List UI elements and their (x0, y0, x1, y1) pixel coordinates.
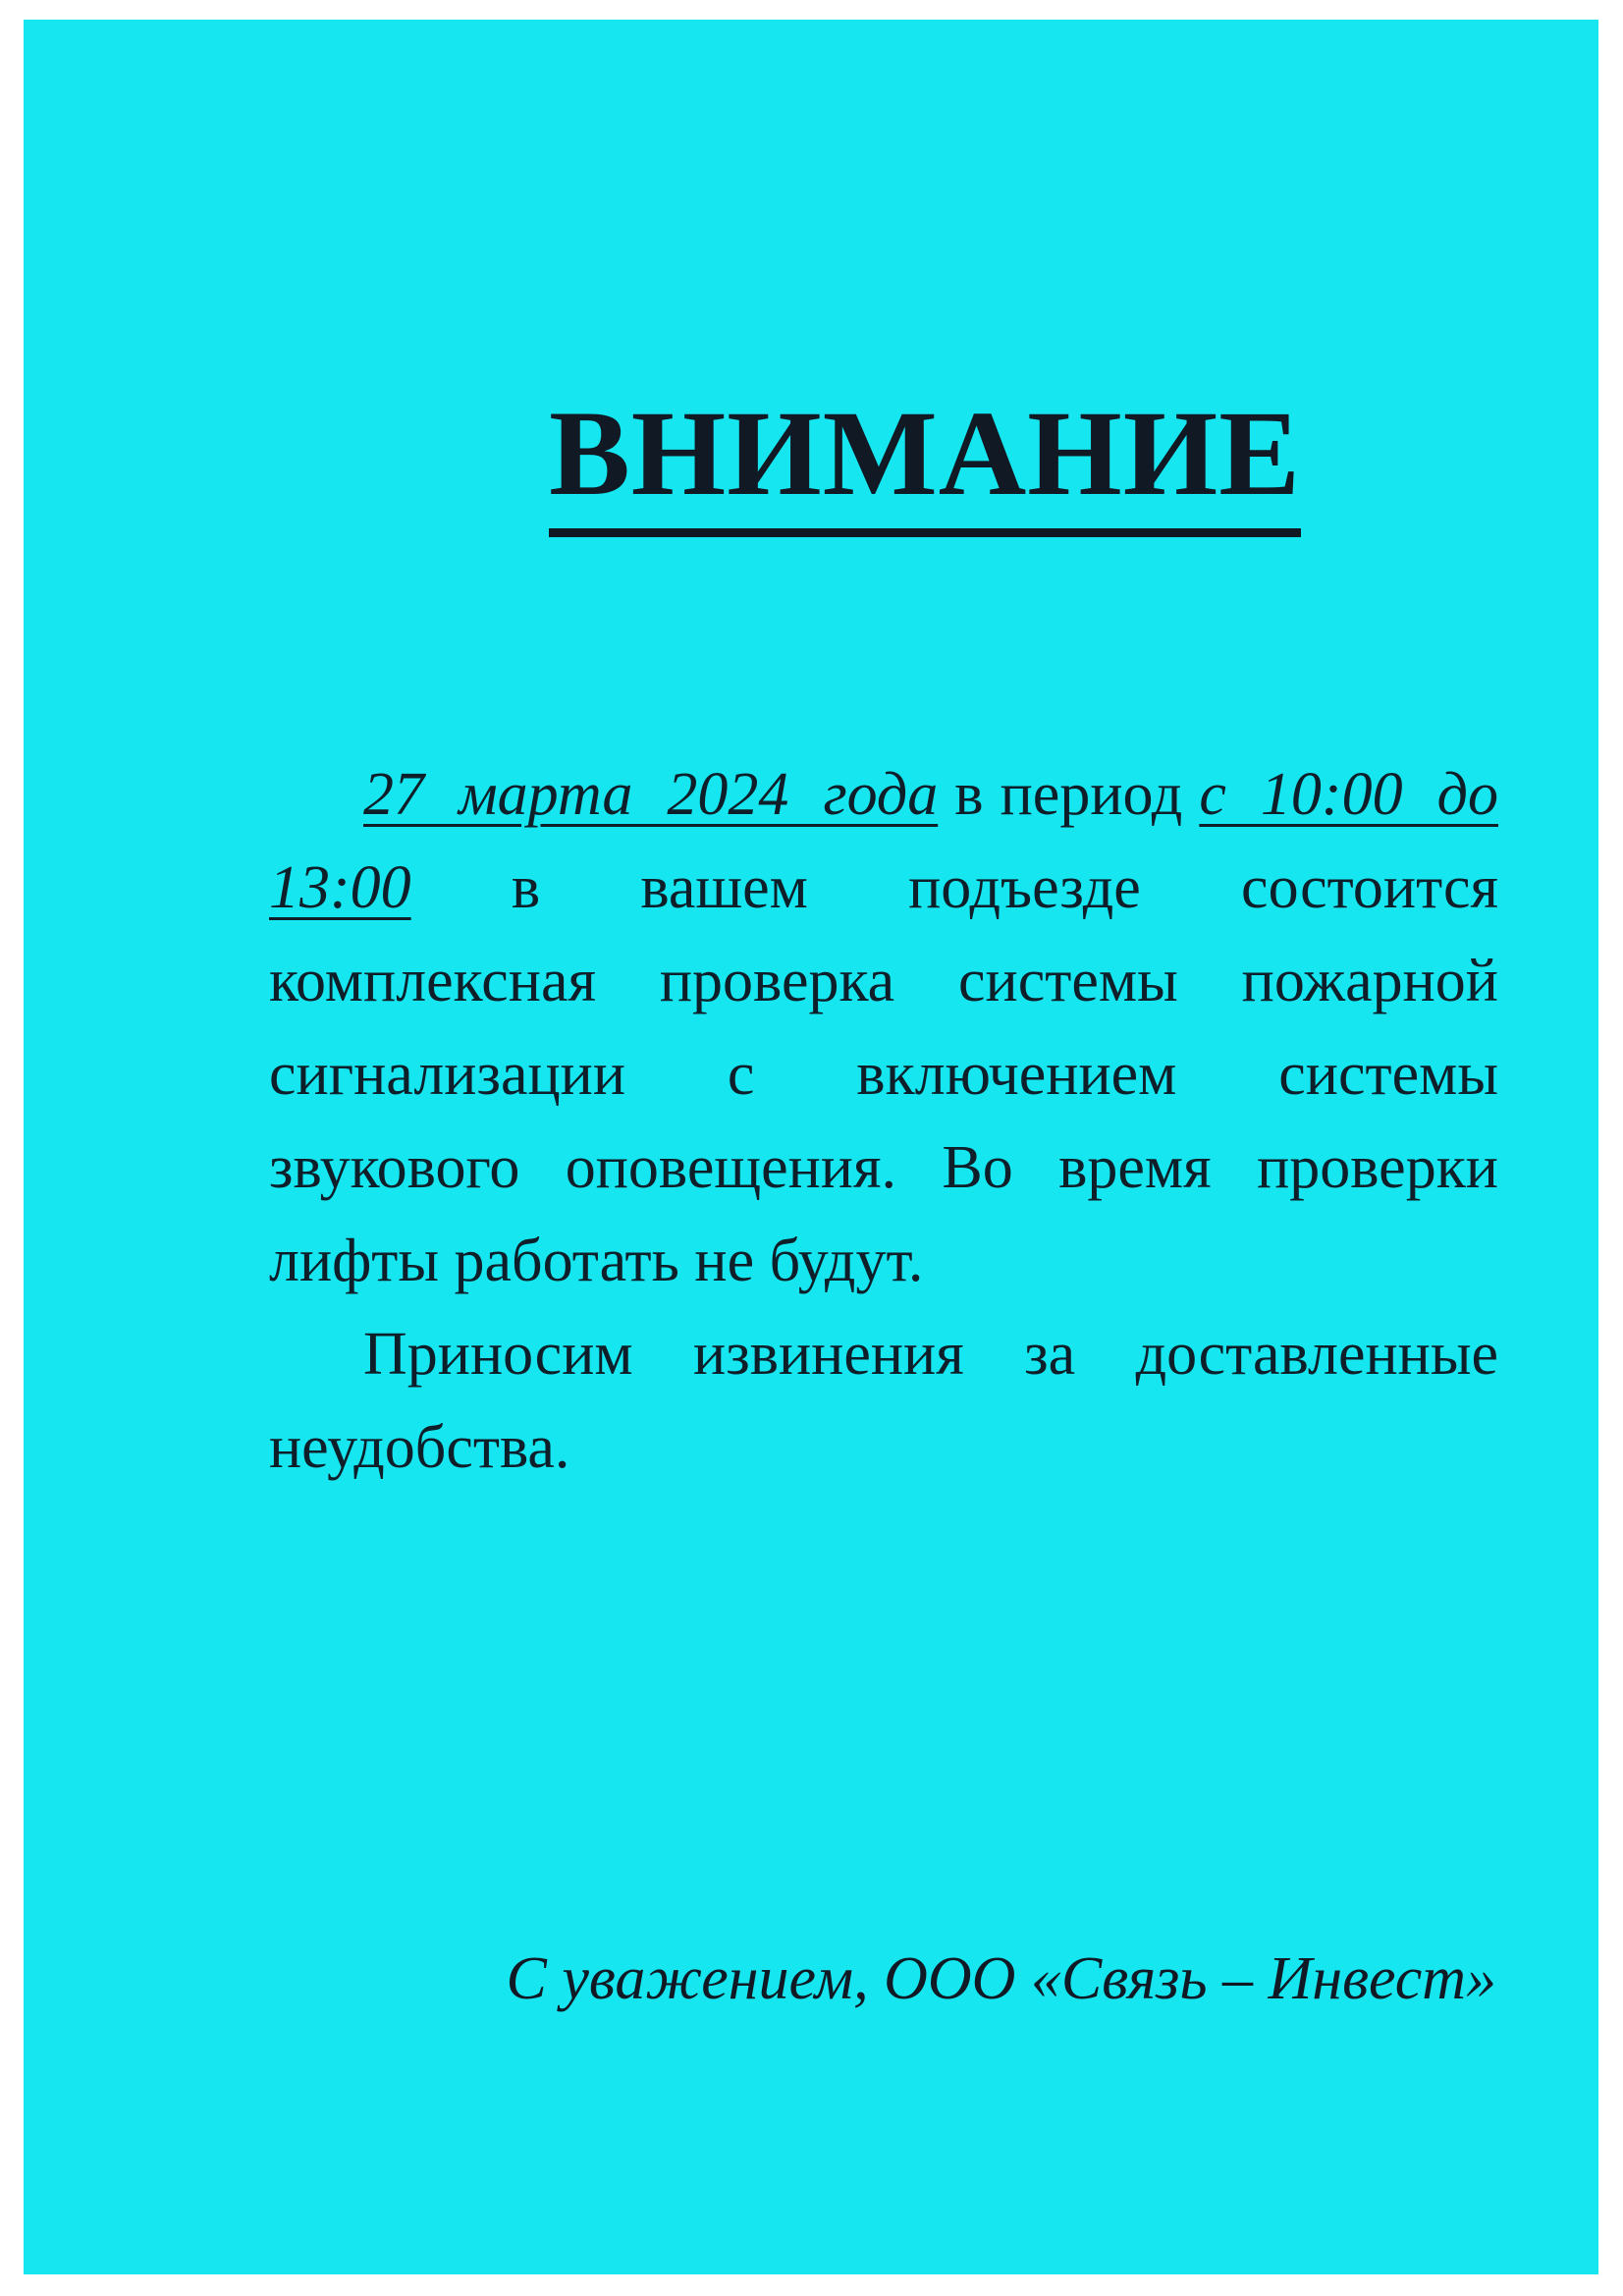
paragraph-1-text-2: в вашем подъезде состоится комплексная проверка системы пожарной сигнализации с включением системы звукового оповещения. Во время проверки лифты работать не будут. (269, 854, 1498, 1294)
event-date: 27 марта 2024 года (363, 761, 939, 828)
notice-sheet (24, 20, 1598, 2274)
notice-body (269, 748, 1498, 1495)
notice-title: ВНИМАНИЕ (549, 393, 1301, 537)
notice-paragraph-2: Приносим извинения за доставленные неудобства. (269, 1321, 1498, 1481)
event-time: с 10:00 до 13:00 (269, 761, 1499, 921)
title-container (540, 386, 1310, 537)
notice-paragraph-1 (269, 748, 1498, 1308)
signature: С уважением, ООО «Связь – Инвест» (506, 1945, 1496, 2012)
paragraph-1-text-1: в период (938, 761, 1200, 828)
